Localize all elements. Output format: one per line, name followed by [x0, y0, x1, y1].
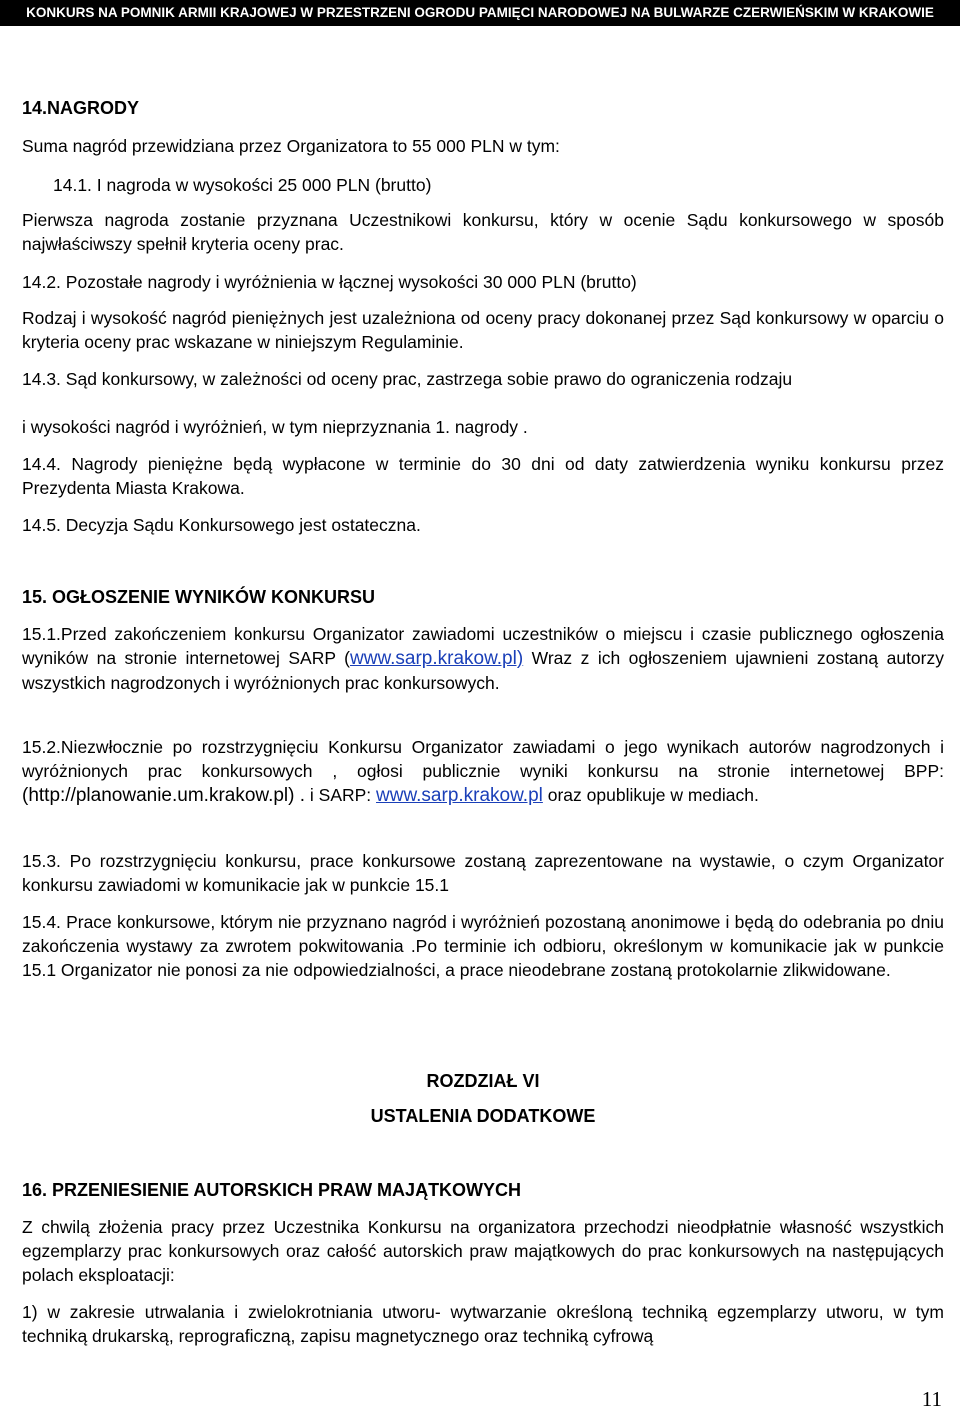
clause-15-1 [22, 622, 944, 695]
section-16-item-1: 1) w zakresie utrwalania i zwielokrotniania utworu- wytwarzanie określoną techniką egzemplarzy utworu, w tym techniką drukarską, reprograficzną, zapisu magnetycznego oraz techniką cyfrową [22, 1302, 944, 1346]
clause-14-5: 14.5. Decyzja Sądu Konkursowego jest ostateczna. [22, 515, 421, 535]
clause-15-2-text-a: 15.2.Niezwłocznie po rozstrzygnięciu Konkursu Organizator zawiadami o jego wynikach autorów nagrodzonych i wyróżnionych prac konkursowych , ogłosi publicznie wyniki konkursu na stronie internetowej BPP: [22, 737, 944, 781]
clause-15-3: 15.3. Po rozstrzygnięciu konkursu, prace konkursowe zostaną zaprezentowane na wystawie, o czym Organizator konkursu zawiadomi w komunikacie jak w punkcie 15.1 [22, 851, 944, 895]
section-15-heading: 15. OGŁOSZENIE WYNIKÓW KONKURSU [22, 587, 376, 607]
clause-15-2-text-b: i SARP: [305, 785, 377, 805]
page-number: 11 [921, 1387, 942, 1411]
prize-2-body: Rodzaj i wysokość nagród pieniężnych jest uzależniona od oceny pracy dokonanej przez Sąd konkursowy w oparciu o kryteria oceny prac wskazane w niniejszym Regulaminie. [22, 308, 944, 352]
document-header: KONKURS NA POMNIK ARMII KRAJOWEJ W PRZESTRZENI OGRODU PAMIĘCI NARODOWEJ NA BULWARZE CZERWIEŃSKIM W KRAKOWIE [0, 0, 960, 26]
clause-15-2 [22, 735, 944, 808]
sarp-link-2[interactable]: www.sarp.krakow.pl [376, 785, 543, 806]
prize-1-body: Pierwsza nagroda zostanie przyznana Uczestnikowi konkursu, który w ocenie Sądu konkursowego w sposób najwłaściwszy spełnił kryteria oceny prac. [22, 210, 944, 254]
section-16-heading: 16. PRZENIESIENIE AUTORSKICH PRAW MAJĄTKOWYCH [22, 1180, 522, 1200]
clause-15-2-text-c: oraz opublikuje w mediach. [542, 785, 759, 805]
section-14-heading: 14.NAGRODY [22, 98, 140, 118]
bpp-link[interactable]: (http://planowanie.um.krakow.pl) . [22, 785, 306, 806]
clause-14-4: 14.4. Nagrody pieniężne będą wypłacone w terminie do 30 dni od daty zatwierdzenia wyniku konkursu przez Prezydenta Miasta Krakowa. [22, 454, 944, 498]
prize-2-title: 14.2. Pozostałe nagrody i wyróżnienia w łącznej wysokości 30 000 PLN (brutto) [22, 272, 637, 292]
clause-15-1-text-a: 15.1.Przed zakończeniem konkursu Organizator zawiadomi uczestników o miejscu i czasie publicznego ogłoszenia wyników na stronie internetowej SARP ( [22, 624, 944, 668]
prize-1-title: 14.1. I nagroda w wysokości 25 000 PLN (brutto) [53, 175, 432, 195]
clause-14-3-line2: i wysokości nagród i wyróżnień, w tym nieprzyznania 1. nagrody . [22, 417, 528, 437]
sarp-link[interactable]: www.sarp.krakow.pl) [350, 648, 524, 669]
section-14-intro: Suma nagród przewidziana przez Organizatora to 55 000 PLN w tym: [22, 136, 560, 156]
clause-15-1-text-b: Wraz z ich ogłoszeniem ujawnieni zostaną autorzy wszystkich nagrodzonych i wyróżnionych prac konkursowych. [22, 648, 944, 693]
clause-15-4: 15.4. Prace konkursowe, którym nie przyznano nagród i wyróżnień pozostaną anonimowe i będą do odebrania po dniu zakończenia wystawy za zwrotem pokwitowania .Po terminie ich odbioru, określonym w komunikacie jak w punkcie 15.1 Organizator nie ponosi za nie odpowiedzialności, a prace nieodebrane zostaną protokolarnie zlikwidowane. [22, 912, 944, 980]
section-16-body: Z chwilą złożenia pracy przez Uczestnika Konkursu na organizatora przechodzi nieodpłatnie własność wszystkich egzemplarzy prac konkursowych oraz całość autorskich praw majątkowych do prac konkursowych na następujących polach eksploatacji: [22, 1217, 944, 1285]
clause-14-3-line1: 14.3. Sąd konkursowy, w zależności od oceny prac, zastrzega sobie prawo do ograniczenia rodzaju [22, 369, 793, 389]
chapter-subtitle: USTALENIA DODATKOWE [370, 1106, 596, 1126]
chapter-title: ROZDZIAŁ VI [426, 1071, 540, 1091]
